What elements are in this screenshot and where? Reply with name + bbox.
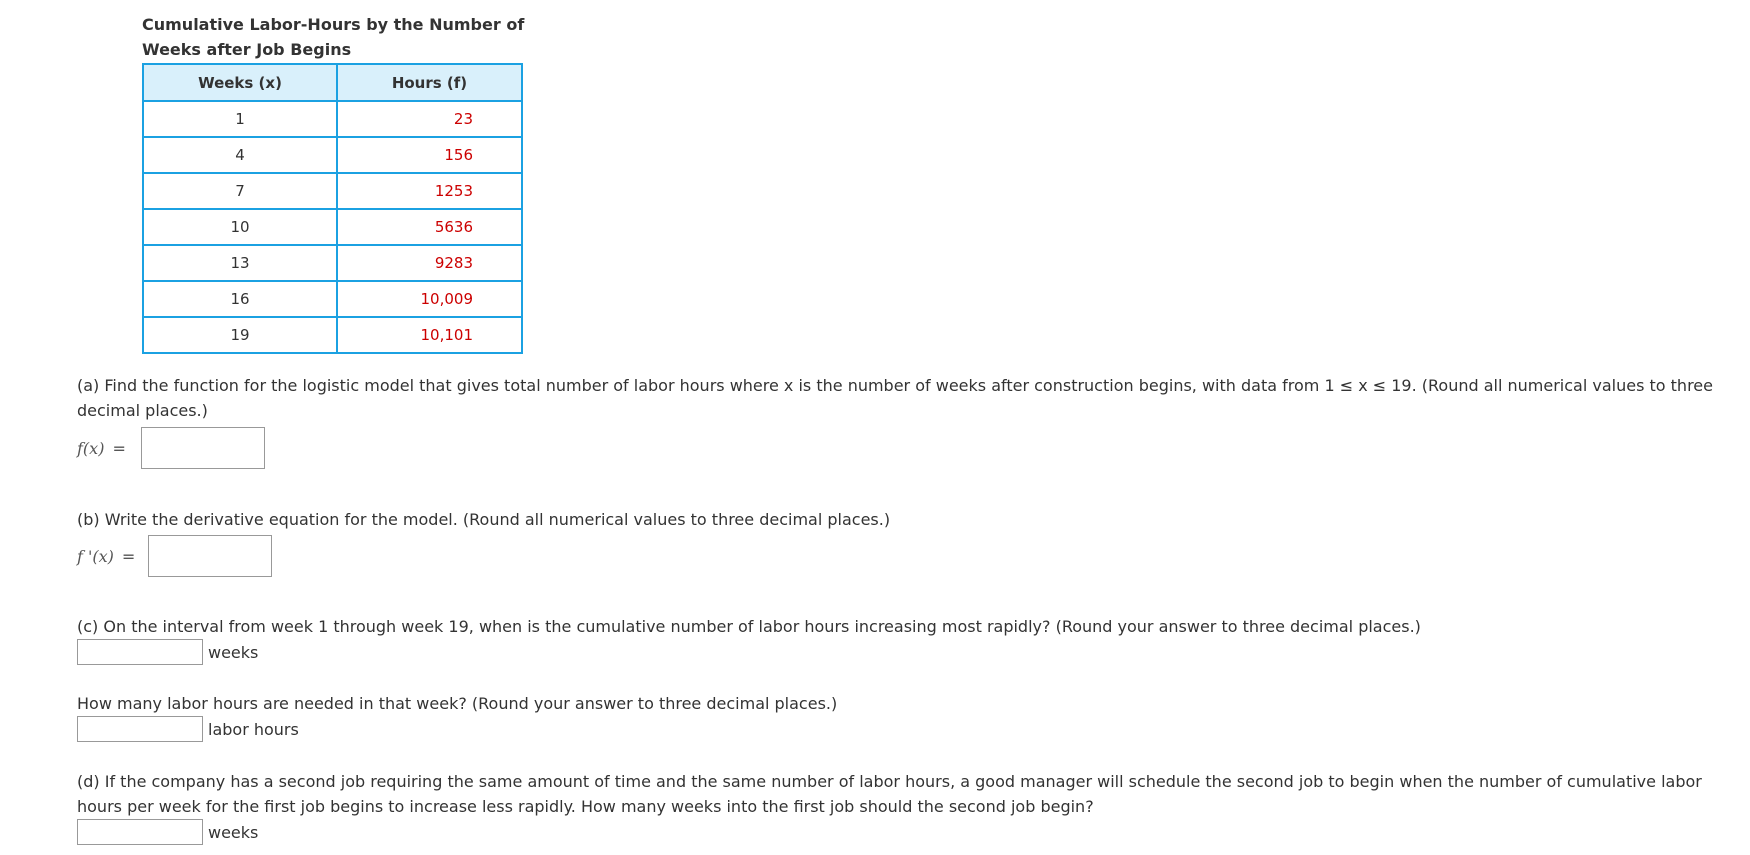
part-a-answer-row — [77, 427, 265, 469]
part-d-weeks-unit: weeks — [208, 822, 259, 842]
labor-hours-table-section — [142, 12, 542, 354]
table-row — [143, 317, 522, 353]
weeks-column-header: Weeks (x) — [143, 64, 337, 101]
labor-hours-table — [142, 63, 523, 354]
part-c-answer-row — [77, 639, 258, 665]
part-a-answer-input[interactable] — [141, 427, 265, 469]
part-b-label-text: f '(x) — [77, 546, 114, 566]
part-b-equals: = — [121, 546, 136, 566]
part-b-derivative-label — [77, 547, 148, 566]
part-b-answer-input[interactable] — [148, 535, 272, 577]
weeks-cell: 1 — [143, 101, 337, 137]
hours-cell: 9283 — [337, 245, 522, 281]
weeks-cell: 19 — [143, 317, 337, 353]
table-row — [143, 245, 522, 281]
weeks-cell: 16 — [143, 281, 337, 317]
weeks-cell: 7 — [143, 173, 337, 209]
table-row — [143, 209, 522, 245]
table-row — [143, 101, 522, 137]
part-d-answer-row — [77, 819, 258, 845]
table-title: Cumulative Labor-Hours by the Number of Weeks after Job Begins — [142, 15, 525, 59]
table-row — [143, 173, 522, 209]
table-row — [143, 281, 522, 317]
part-c-labor-hours-unit: labor hours — [208, 719, 299, 739]
part-b-answer-row — [77, 535, 272, 577]
table-row — [143, 137, 522, 173]
part-a-label-text: f(x) — [77, 438, 105, 458]
part-b-question: (b) Write the derivative equation for the model. (Round all numerical values to three decimal places.) — [77, 510, 891, 529]
part-c-followup-answer-row — [77, 716, 299, 742]
table-header-row — [143, 64, 522, 101]
part-a-equals: = — [112, 438, 126, 458]
part-c-followup-question: How many labor hours are needed in that week? (Round your answer to three decimal places.) — [77, 694, 838, 713]
hours-cell: 156 — [337, 137, 522, 173]
part-c-weeks-input[interactable] — [77, 639, 203, 665]
part-c-weeks-unit: weeks — [208, 642, 259, 662]
hours-cell: 5636 — [337, 209, 522, 245]
part-d-weeks-input[interactable] — [77, 819, 203, 845]
hours-cell: 23 — [337, 101, 522, 137]
weeks-cell: 4 — [143, 137, 337, 173]
hours-cell: 10,009 — [337, 281, 522, 317]
hours-cell: 1253 — [337, 173, 522, 209]
hours-column-header: Hours (f) — [337, 64, 522, 101]
part-c-question: (c) On the interval from week 1 through week 19, when is the cumulative number of labor hours increasing most rapidly? (Round your answer to three decimal places.) — [77, 617, 1421, 636]
weeks-cell: 13 — [143, 245, 337, 281]
part-c-labor-hours-input[interactable] — [77, 716, 203, 742]
part-d-question: (d) If the company has a second job requiring the same amount of time and the same number of labor hours, a good manager will schedule the second job to begin when the number of cumulative labor hours per week for the first job begins to increase less rapidly. How many weeks into the first job should the second job begin? — [77, 772, 1702, 816]
hours-cell: 10,101 — [337, 317, 522, 353]
weeks-cell: 10 — [143, 209, 337, 245]
part-a-function-label — [77, 439, 141, 458]
part-a-question: (a) Find the function for the logistic model that gives total number of labor hours where x is the number of weeks after construction begins, with data from 1 ≤ x ≤ 19. (Round all numerical values to three decimal places.) — [77, 376, 1713, 420]
